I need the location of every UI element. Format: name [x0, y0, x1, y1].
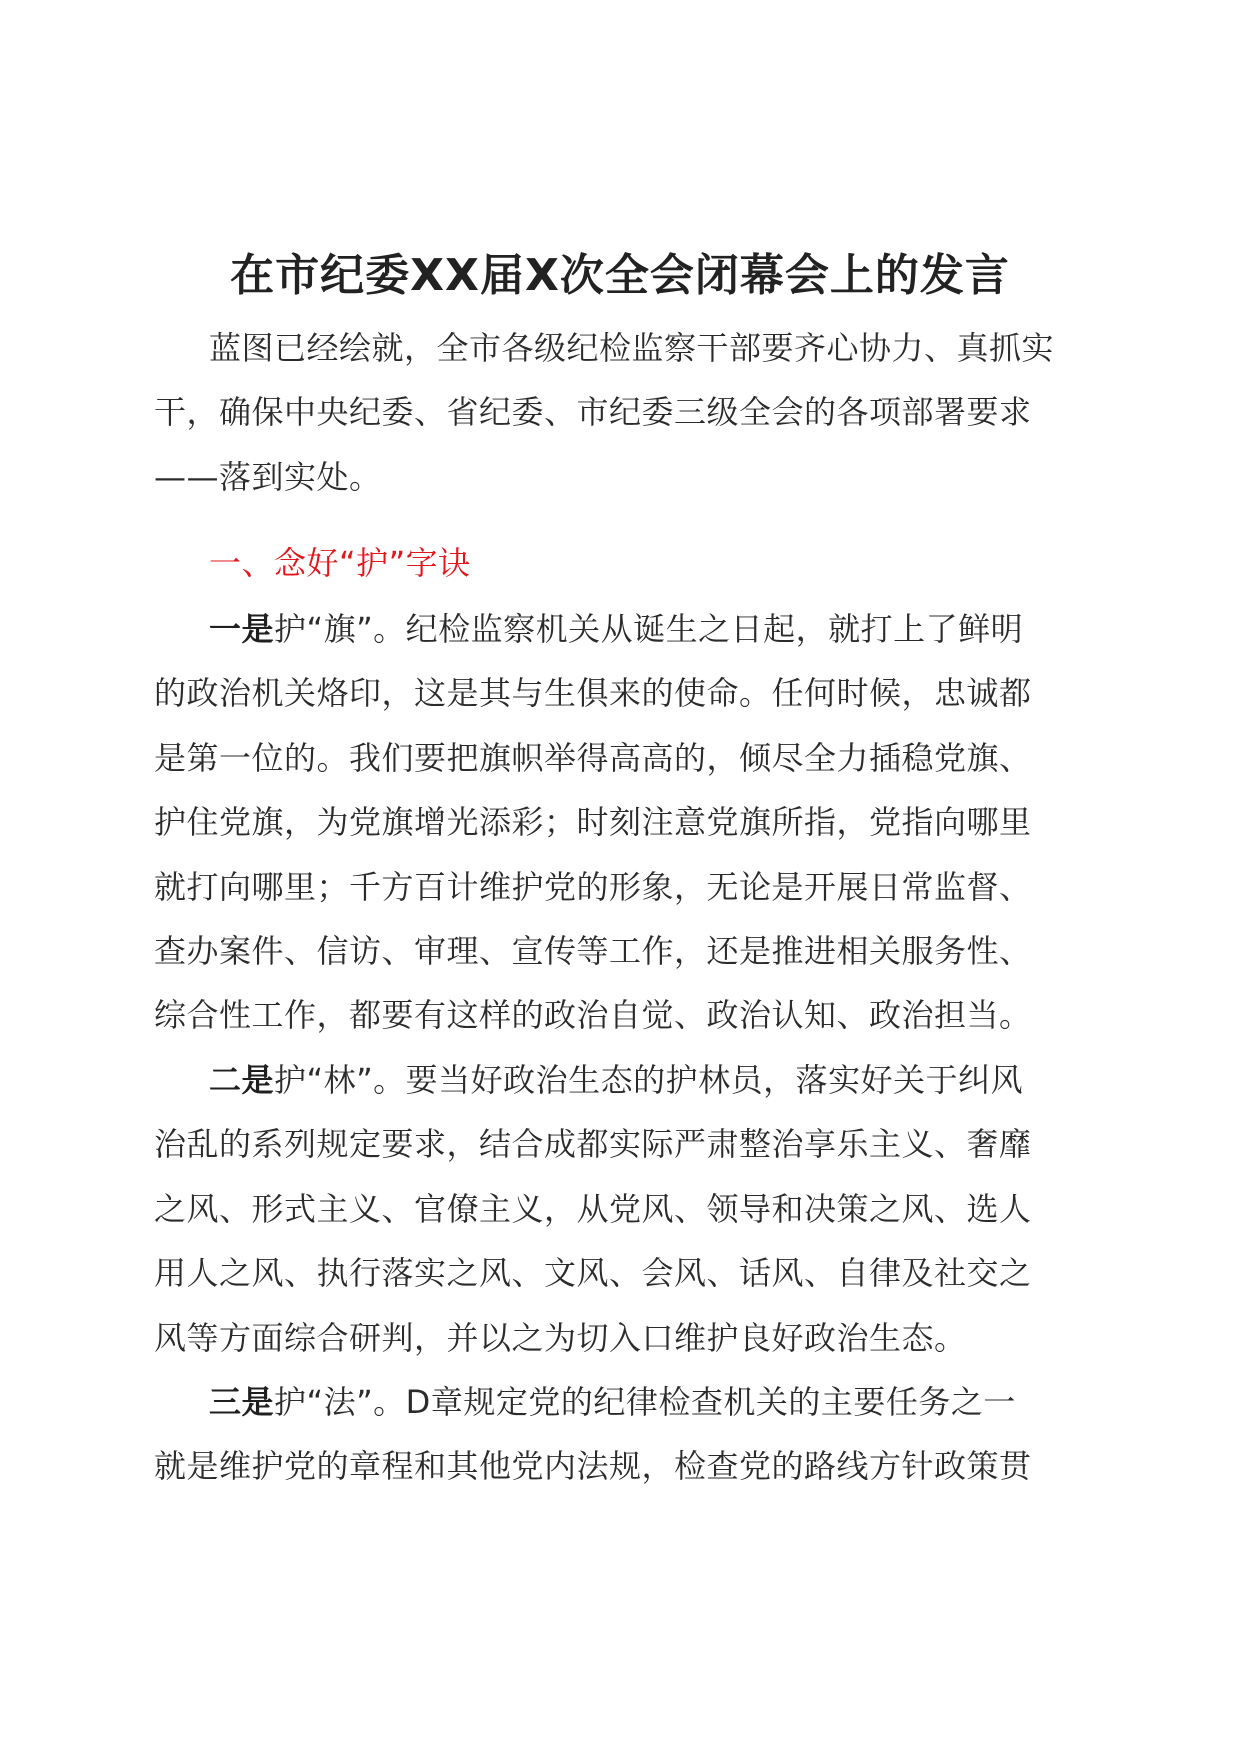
paragraph-line: 风等方面综合研判，并以之为切入口维护良好政治生态。	[154, 1318, 967, 1357]
intro-paragraph	[154, 316, 1094, 509]
paragraph-line: 综合性工作，都要有这样的政治自觉、政治认知、政治担当。	[154, 996, 1032, 1035]
paragraph-first-line	[154, 1048, 1094, 1112]
document-title: 在市纪委XX届X次全会闭幕会上的发言	[230, 250, 1010, 301]
paragraph-line: 是第一位的。我们要把旗帜举得高高的，倾尽全力插稳党旗、	[154, 738, 1032, 777]
item-lead: 三是	[209, 1383, 275, 1421]
paragraph-line: 护住党旗，为党旗增光添彩；时刻注意党旗所指，党指向哪里	[154, 803, 1032, 842]
paragraph-line: ——落到实处。	[154, 457, 382, 496]
paragraph-line: 治乱的系列规定要求，结合成都实际严肃整治享乐主义、奢靡	[154, 1125, 1032, 1164]
paragraph-line: 查办案件、信访、审理、宣传等工作，还是推进相关服务性、	[154, 931, 1032, 970]
item-three-paragraph	[154, 1370, 1094, 1499]
item-lead: 二是	[209, 1061, 275, 1099]
paragraph-line: 之风、形式主义、官僚主义，从党风、领导和决策之风、选人	[154, 1189, 1032, 1228]
paragraph-line: 的政治机关烙印，这是其与生俱来的使命。任何时候，忠诚都	[154, 674, 1032, 713]
item-first-line-text: 护“旗”。纪检监察机关从诞生之日起，就打上了鲜明	[274, 610, 1024, 648]
item-lead: 一是	[209, 610, 275, 648]
paragraph-line: 干，确保中央纪委、省纪委、市纪委三级全会的各项部署要求	[154, 393, 1032, 432]
item-first-line-text: 护“法”。D章规定党的纪律检查机关的主要任务之一	[274, 1383, 1016, 1421]
item-one-paragraph	[154, 597, 1094, 1048]
paragraph-line: 蓝图已经绘就，全市各级纪检监察干部要齐心协力、真抓实	[209, 329, 1055, 367]
section-heading: 一、念好“护”字诀	[209, 544, 471, 582]
paragraph-line: 用人之风、执行落实之风、文风、会风、话风、自律及社交之	[154, 1254, 1032, 1293]
item-first-line-text: 护“林”。要当好政治生态的护林员，落实好关于纠风	[274, 1061, 1024, 1099]
paragraph-first-line	[154, 1370, 1094, 1434]
paragraph-first-line	[154, 597, 1094, 661]
paragraph-line: 就是维护党的章程和其他党内法规，检查党的路线方针政策贯	[154, 1447, 1032, 1486]
paragraph-line: 就打向哪里；千方百计维护党的形象，无论是开展日常监督、	[154, 867, 1032, 906]
item-two-paragraph	[154, 1048, 1094, 1370]
